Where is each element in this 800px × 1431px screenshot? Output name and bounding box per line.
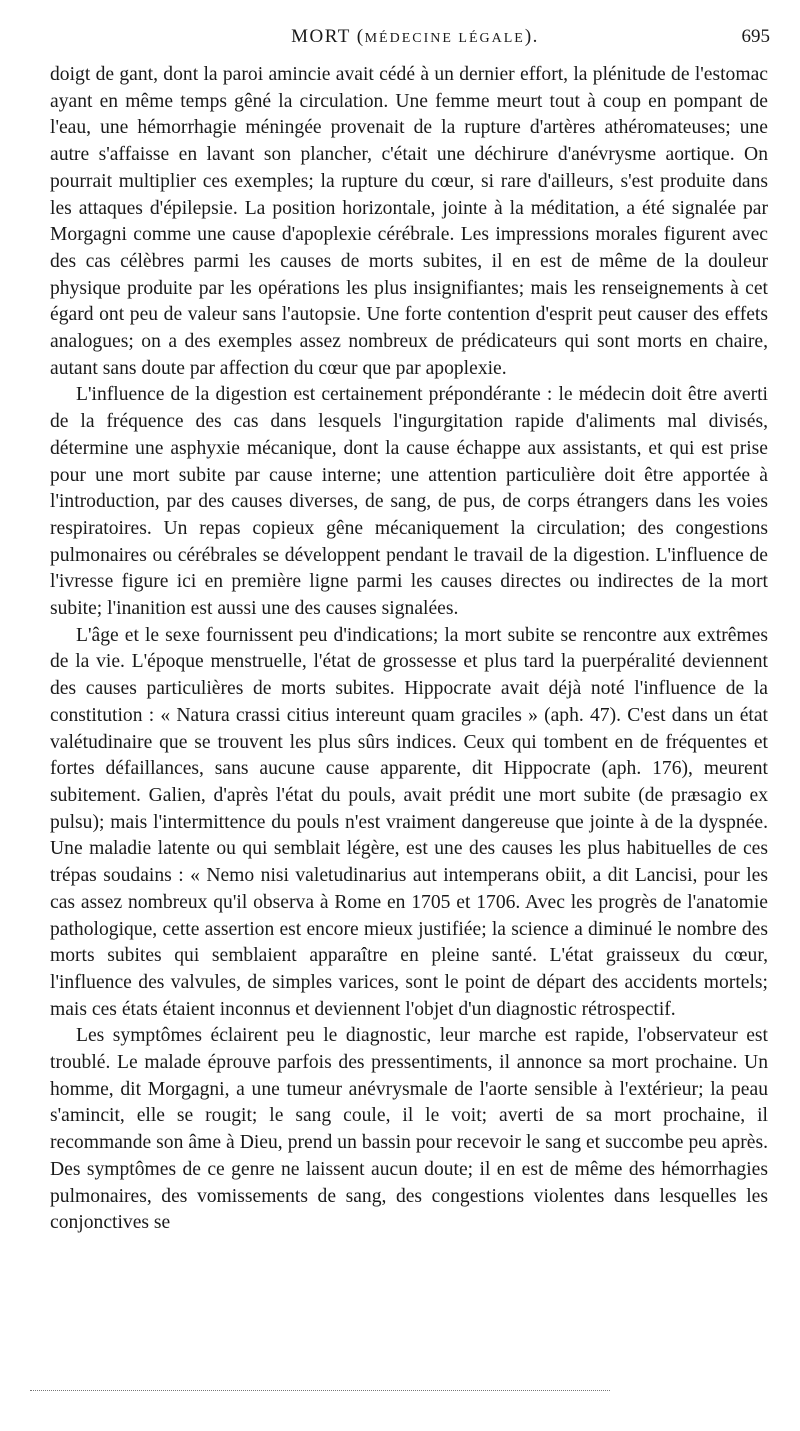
paragraph-age-sex: L'âge et le sexe fournissent peu d'indications; la mort subite se rencontre aux extrêmes de la vie. L'époque menstruelle, l'état de grossesse et plus tard la puerpéralité deviennent des causes particulières de morts subites. Hippocrate avait déjà noté l'influence de la constitution : « Natura crassi citius intereunt quam graciles » (aph. 47). C'est dans un état valétudinaire que se trouvent les plus sûrs indices. Ceux qui tombent en de fréquentes et fortes défaillances, sans aucune cause apparente, dit Hippocrate (aph. 176), meurent subitement. Galien, d'après l'état du pouls, avait prédit une mort subite (de præsagio ex pulsu); mais l'intermittence du pouls n'est vraiment dangereuse que jointe à de la dyspnée. Une maladie latente ou qui semblait légère, est une des causes les plus habituelles de ces trépas soudains : « Nemo nisi valetudinarius aut intemperans obiit, a dit Lancisi, pour les cas assez nombreux qu'il observa à Rome en 1705 et 1706. Avec les progrès de l'anatomie pathologique, cette assertion est encore mieux justifiée; la science a diminué le nombre des morts subites qui semblaient apparaître en pleine santé. L'état graisseux du cœur, l'influence des valvules, de simples varices, sont le point de départ des accidents mortels; mais ces états étaient inconnus et deviennent l'objet d'un diagnostic rétrospectif. <box>50 624 768 1020</box>
running-head-main: MORT ( <box>291 26 365 47</box>
running-head-close: ). <box>524 26 539 47</box>
footer-dotted-rule <box>30 1390 610 1391</box>
page-number: 695 <box>741 26 770 47</box>
paragraph-digestion: L'influence de la digestion est certainement prépondérante : le médecin doit être averti de la fréquence des cas dans lesquels l'ingurgitation rapide d'aliments mal divisés, détermine une asphyxie mécanique, dont la cause échappe aux assistants, et qui est prise pour une mort subite par cause interne; une attention particulière doit être apportée à l'introduction, par des causes diverses, de sang, de pus, de corps étrangers dans les voies respiratoires. Un repas copieux gêne mécaniquement la circulation; des congestions pulmonaires ou cérébrales se développent pendant le travail de la digestion. L'influence de l'ivresse figure ici en première ligne parmi les causes directes ou indirectes de la mort subite; l'inanition est aussi une des causes signalées. <box>50 384 768 620</box>
paragraph-continued: doigt de gant, dont la paroi amincie avait cédé à un dernier effort, la plénitude de l'estomac ayant en même temps gêné la circulation. Une femme meurt tout à coup en pompant de l'eau, une hémorrhagie méningée provenait de la rupture d'artères athéromateuses; une autre s'affaisse en lavant son plancher, c'était une déchirure d'anévrysme aortique. On pourrait multiplier ces exemples; la rupture du cœur, si rare d'ailleurs, s'est produite dans les attaques d'épilepsie. La position horizontale, jointe à la méditation, a été signalée par Morgagni comme une cause d'apoplexie cérébrale. Les impressions morales figurent avec des cas célèbres parmi les causes de morts subites, il en est de même de la douleur physique produite par les opérations les plus insignifiantes; mais les renseignements à cet égard ont peu de valeur sans l'autopsie. Une forte contention d'esprit peut causer des effets analogues; on a des exemples assez nombreux de prédicateurs qui sont morts en chaire, autant sans doute par affection du cœur que par apoplexie. <box>50 64 768 379</box>
paragraph-symptoms: Les symptômes éclairent peu le diagnostic, leur marche est rapide, l'observateur est troublé. Le malade éprouve parfois des pressentiments, il annonce sa mort prochaine. Un homme, dit Morgagni, a une tumeur anévrysmale de l'aorte sensible à l'extérieur; la peau s'amincit, elle se rougit; le sang coule, il le voit; averti de sa mort prochaine, il recommande son âme à Dieu, prend un bassin pour recevoir le sang et succombe peu après. Des symptômes de ce genre ne laissent aucun doute; il en est de même des hémorrhagies pulmonaires, des vomissements de sang, des congestions violentes dans lesquelles les conjonctives se <box>50 1025 768 1234</box>
body-text <box>50 62 768 1237</box>
running-head-subtitle: MÉDECINE LÉGALE <box>364 31 525 46</box>
running-head <box>60 26 770 48</box>
page-header <box>60 26 770 54</box>
